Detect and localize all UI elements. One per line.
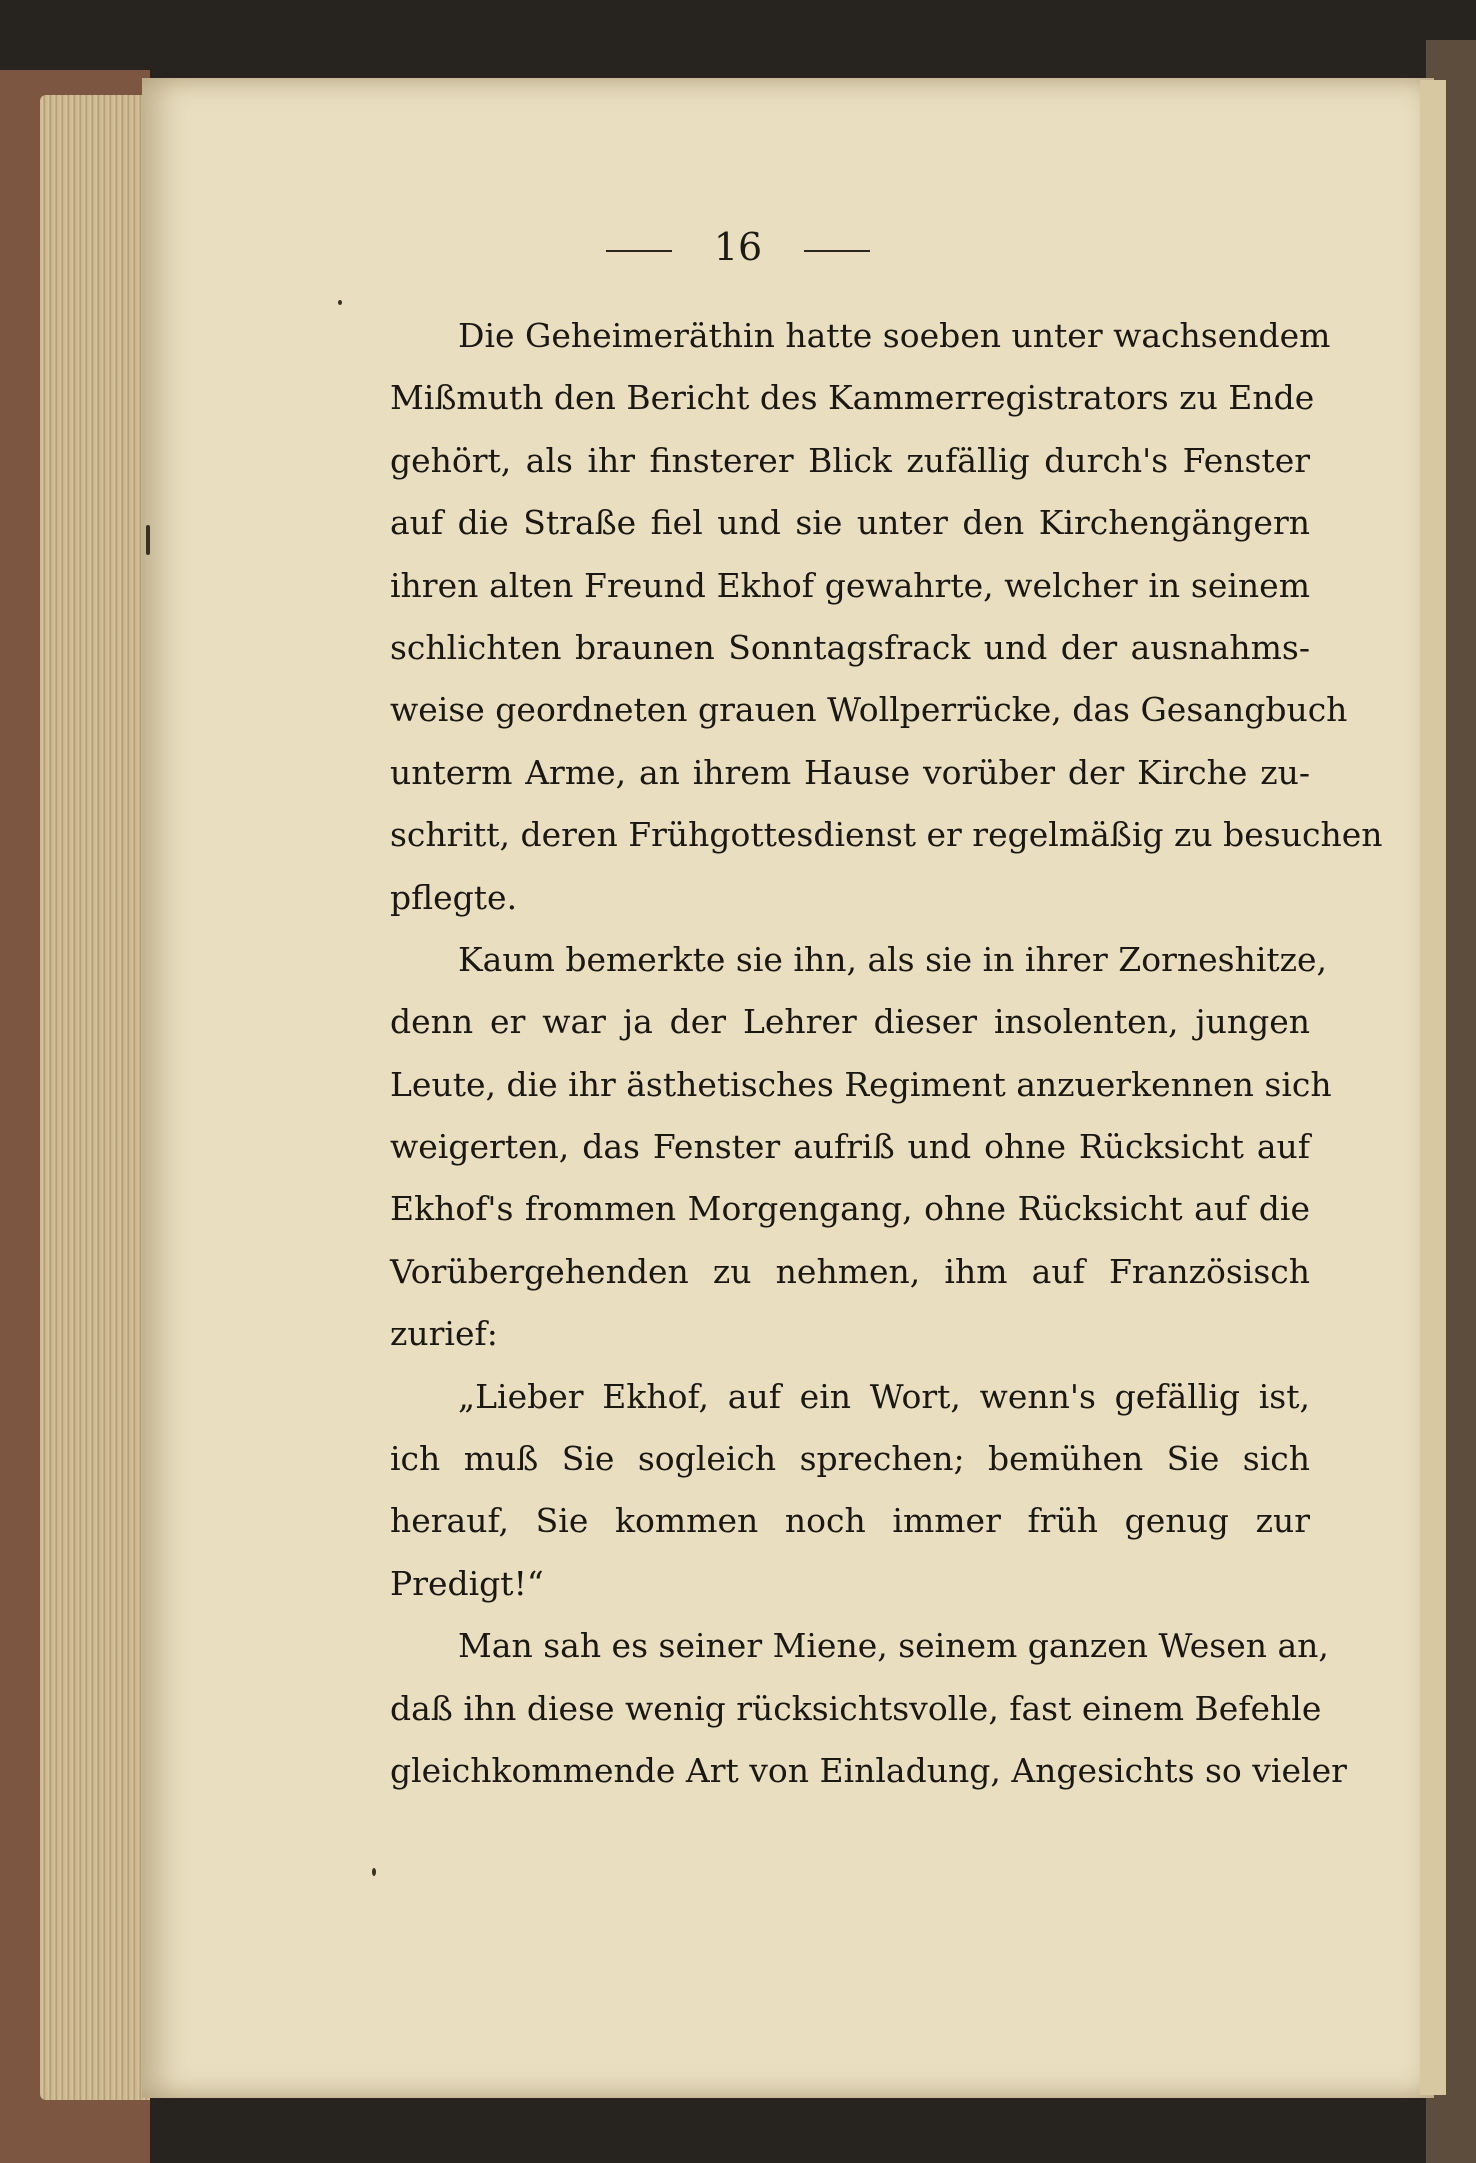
text-line: ich muß Sie sogleich sprechen; bemühen Sie sich (390, 1439, 1310, 1479)
paper-speck (338, 300, 342, 305)
page-edges-stack (40, 95, 150, 2100)
text-line: weise geordneten grauen Wollperrücke, das Gesangbuch (390, 690, 1348, 730)
text-line: pflegte. (390, 877, 518, 917)
text-line: herauf, Sie kommen noch immer früh genug zur (390, 1501, 1310, 1541)
paper-speck (146, 525, 150, 555)
text-line: zurief: (390, 1314, 498, 1354)
text-line: Vorübergehenden zu nehmen, ihm auf Französisch (390, 1251, 1310, 1291)
text-line: Leute, die ihr ästhetisches Regiment anzuerkennen sich (390, 1064, 1332, 1104)
text-line: schlichten braunen Sonntagsfrack und der ausnahms- (390, 627, 1310, 667)
text-line: „Lieber Ekhof, auf ein Wort, wenn's gefällig ist, (458, 1376, 1310, 1416)
text-line: gleichkommende Art von Einladung, Angesichts so vieler (390, 1750, 1347, 1790)
text-line: gehört, als ihr finsterer Blick zufällig durch's Fenster (390, 440, 1310, 480)
text-line: Man sah es seiner Miene, seinem ganzen Wesen an, (458, 1626, 1329, 1666)
paper-speck (372, 1868, 376, 1876)
text-line: Mißmuth den Bericht des Kammerregistrators zu Ende (390, 378, 1315, 418)
next-page-edge (1420, 80, 1446, 2095)
page-number: 16 (713, 225, 763, 269)
text-line: ihren alten Freund Ekhof gewahrte, welcher in seinem (390, 565, 1310, 605)
text-line: Predigt!“ (390, 1563, 544, 1603)
text-line: Kaum bemerkte sie ihn, als sie in ihrer Zorneshitze, (458, 939, 1328, 979)
text-line: Die Geheimeräthin hatte soeben unter wachsendem (458, 316, 1331, 355)
text-line: unterm Arme, an ihrem Hause vorüber der Kirche zu- (390, 752, 1310, 792)
text-line: weigerten, das Fenster aufriß und ohne Rücksicht auf (390, 1127, 1310, 1167)
text-line: auf die Straße fiel und sie unter den Kirchengängern (390, 503, 1310, 543)
text-line: schritt, deren Frühgottesdienst er regelmäßig zu besuchen (390, 815, 1383, 855)
text-line: denn er war ja der Lehrer dieser insolenten, jungen (390, 1002, 1310, 1042)
folio-rule-left (606, 250, 672, 252)
body-text (390, 305, 1383, 1802)
page-number-header (0, 225, 1476, 269)
folio-rule-right (804, 250, 870, 252)
text-line: daß ihn diese wenig rücksichtsvolle, fast einem Befehle (390, 1688, 1322, 1728)
text-line: Ekhof's frommen Morgengang, ohne Rücksicht auf die (390, 1189, 1310, 1229)
